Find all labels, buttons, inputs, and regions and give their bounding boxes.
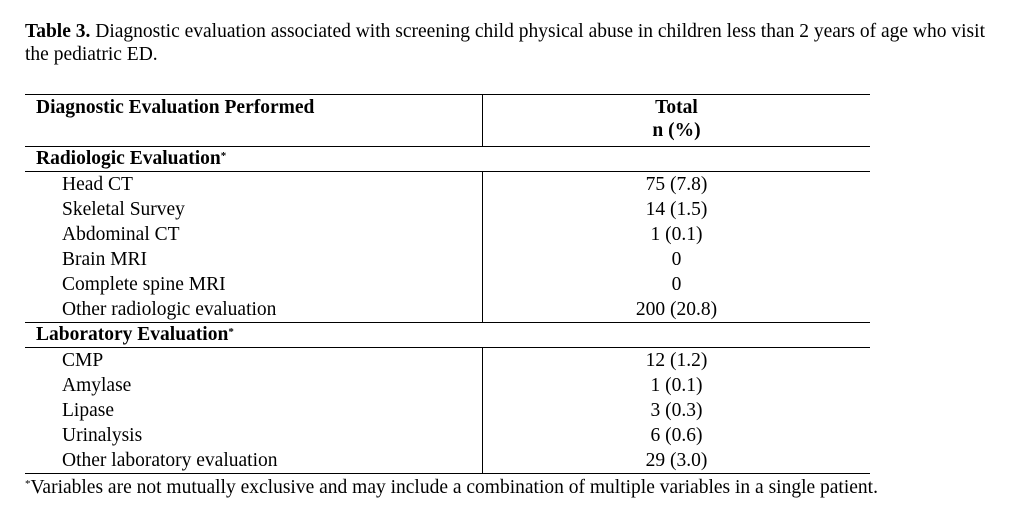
diagnostic-evaluation-table [25, 94, 870, 474]
header-total-line2: n (%) [652, 120, 701, 141]
table-row [25, 448, 870, 474]
table-row [25, 398, 870, 423]
table-caption [25, 20, 1010, 66]
footnote-marker: * [25, 478, 31, 490]
row-value: 14 (1.5) [483, 197, 871, 222]
row-value: 29 (3.0) [483, 448, 871, 474]
row-label: Abdominal CT [62, 224, 180, 245]
table-row [25, 423, 870, 448]
table-row [25, 348, 870, 374]
section-row-radiologic [25, 147, 870, 172]
row-label: Skeletal Survey [62, 199, 185, 220]
row-value: 0 [483, 247, 871, 272]
row-value: 1 (0.1) [483, 222, 871, 247]
row-label: Other radiologic evaluation [25, 297, 483, 323]
row-value: 6 (0.6) [483, 423, 871, 448]
row-value: 200 (20.8) [483, 297, 871, 323]
row-label: Other laboratory evaluation [25, 448, 483, 474]
row-label: Complete spine MRI [62, 274, 226, 295]
table-caption-label: Table 3. [25, 21, 91, 42]
row-label: Lipase [62, 400, 114, 421]
table-caption-text: Diagnostic evaluation associated with screening child physical abuse in children less than 2 years of age who visit the pediatric ED. [25, 21, 985, 65]
header-total [483, 95, 871, 147]
row-value: 0 [483, 272, 871, 297]
row-label: CMP [62, 350, 104, 371]
row-label: Head CT [62, 174, 133, 195]
table-row [25, 272, 870, 297]
table-footnote [25, 476, 1010, 499]
table-row [25, 297, 870, 323]
header-diagnostic-evaluation: Diagnostic Evaluation Performed [25, 95, 483, 147]
table-row [25, 247, 870, 272]
row-value: 3 (0.3) [483, 398, 871, 423]
row-label: Amylase [62, 375, 132, 396]
table-header-row [25, 95, 870, 147]
row-value: 12 (1.2) [483, 348, 871, 374]
row-label: Urinalysis [62, 425, 143, 446]
table-row [25, 222, 870, 247]
header-total-line1: Total [655, 97, 698, 118]
asterisk-marker: * [228, 326, 234, 338]
table-row [25, 197, 870, 222]
table-row [25, 373, 870, 398]
asterisk-marker: * [220, 150, 227, 162]
section-row-laboratory [25, 323, 870, 348]
row-value: 75 (7.8) [483, 172, 871, 198]
section-title-laboratory: Laboratory Evaluation* [25, 323, 483, 348]
row-label: Brain MRI [62, 249, 148, 270]
table-row [25, 172, 870, 198]
footnote-text: Variables are not mutually exclusive and may include a combination of multiple variables in a single patient. [30, 477, 878, 498]
section-title-radiologic: Radiologic Evaluation* [25, 147, 483, 172]
row-value: 1 (0.1) [483, 373, 871, 398]
